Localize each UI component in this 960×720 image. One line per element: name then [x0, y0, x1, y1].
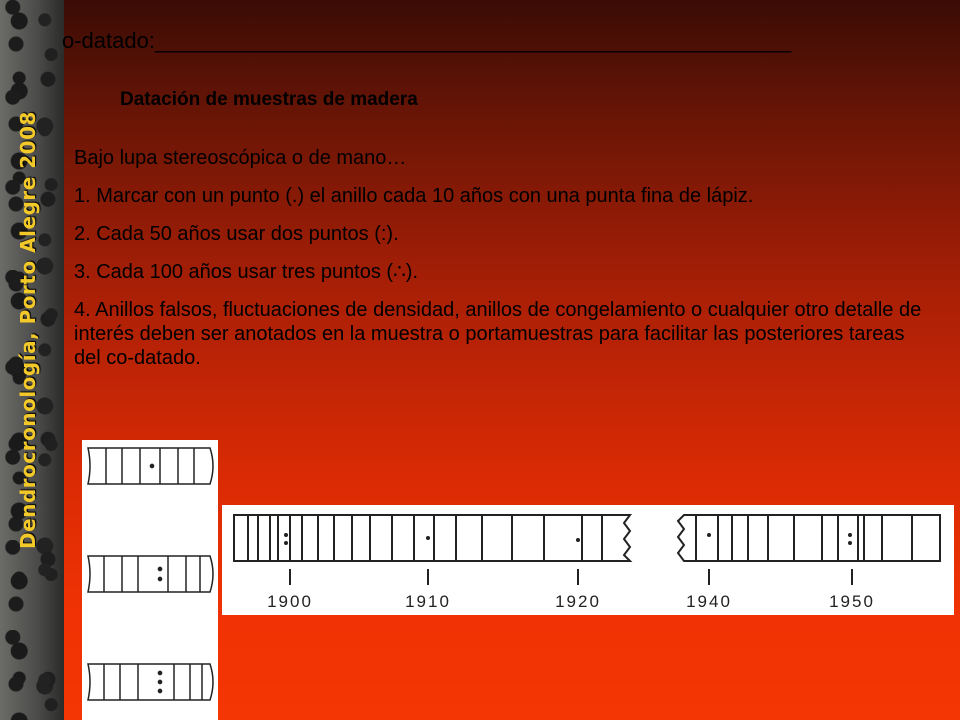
section-title: Datación de muestras de madera [120, 89, 418, 110]
core-marking-figure [82, 440, 218, 720]
step-4: 4. Anillos falsos, fluctuaciones de densidad, anillos de congelamiento o cualquier otro detalle de interés deben ser anotados en la muestra o portamuestras para facilitar las posteriores tareas del co-datado. [74, 299, 922, 369]
dated-core-timeline [222, 505, 954, 615]
year-label-1910: 1910 [405, 592, 451, 611]
core-three-dots [88, 664, 213, 700]
year-label-1900: 1900 [267, 592, 313, 611]
intro-text: Bajo lupa stereoscópica o de mano… [74, 147, 407, 169]
step-1: 1. Marcar con un punto (.) el anillo cada 10 años con una punta fina de lápiz. [74, 185, 754, 207]
header-co-datado: o-datado:____________________________________________________ [62, 28, 792, 53]
core-one-dot [88, 448, 213, 484]
vertical-credit: Dendrocronología, Porto Alegre 2008 [16, 111, 40, 549]
year-label-1940: 1940 [686, 592, 732, 611]
year-label-1950: 1950 [829, 592, 875, 611]
step-3: 3. Cada 100 años usar tres puntos (∴). [74, 261, 419, 283]
body-text [74, 146, 924, 384]
core-two-dots [88, 556, 213, 592]
year-label-1920: 1920 [555, 592, 601, 611]
step-2: 2. Cada 50 años usar dos puntos (:). [74, 223, 399, 245]
